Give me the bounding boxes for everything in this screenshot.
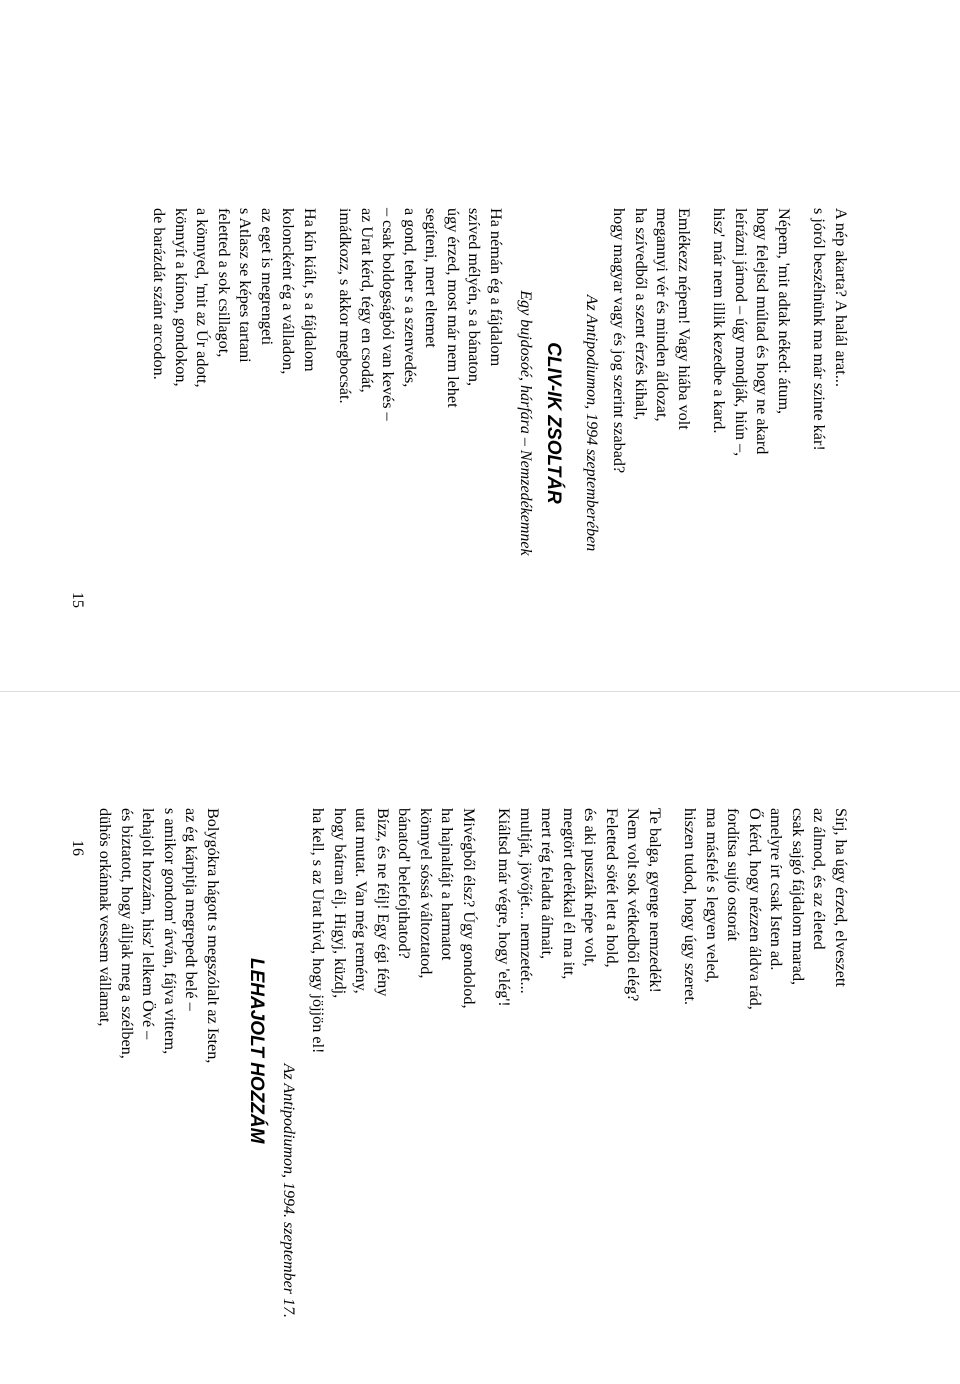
- poem-line: Ő kérd, hogy nézzen áldva rád,: [746, 808, 764, 1010]
- stanza: [808, 208, 851, 638]
- stanza: [708, 208, 794, 638]
- poem-line: és biztatott, hogy álljak meg a szélben,: [118, 808, 136, 1059]
- poem-line: utat mutat. Van még remény,: [352, 808, 371, 994]
- poem-line: ha szívedből a szent érzés kihalt,: [632, 208, 650, 421]
- poem-line: leírázni járnod – úgy mondják, hiún –,: [732, 208, 750, 457]
- poem-line: Ha némán ég a fájdalom: [487, 208, 505, 367]
- poem-line: az eget is megrengeti: [258, 208, 276, 346]
- poem-line: az Urat kérd, tégy en csodát,: [358, 208, 376, 393]
- stanza: [679, 808, 851, 1318]
- poem-line: A nép akarta? A halál arat...: [832, 208, 850, 387]
- poem-line: s jóról beszélnünk ma már szinte kár!: [810, 208, 829, 451]
- poem-line: hogy felejtsd múltad és hogy ne akard: [753, 208, 772, 455]
- poem-line: a gond, teher s a szenvedés,: [401, 208, 419, 388]
- poem-line: segíteni, mert eltemet: [422, 208, 441, 348]
- poem-line: megannyi vér és minden áldozat,: [653, 208, 672, 422]
- poem-line: de barázdát szánt arcodon.: [150, 208, 169, 380]
- poem-line: ha kell, s az Urat hívd, hogy jöjjön el!: [309, 808, 328, 1054]
- poem-line: hisz' már nem illik kezedbe a kard.: [710, 208, 729, 434]
- poem-signature: Az Antipodiumon, 1994. szeptember 17.: [280, 1063, 297, 1318]
- poem-line: hogy magyar vagy és jog szerint szabad?: [610, 208, 629, 474]
- poem-line: ma másfelé s legyen veled,: [703, 808, 721, 983]
- stanza: [493, 808, 665, 1318]
- page-number: 16: [69, 840, 86, 856]
- poem-dedication: Egy bujdosóé, hárfára – Nemzedékemnek: [517, 290, 534, 556]
- poem-line: úgy érzed, most már nem lehet: [444, 208, 462, 408]
- poem-line: Nem volt sok vétkedből elég?: [624, 808, 643, 1002]
- poem-signature: Az Antipodiumon, 1994 szeptemberében: [583, 294, 600, 552]
- poem-line: fordítsa sujtó ostorát: [724, 808, 743, 942]
- poem-line: az álmod, és az életed: [810, 808, 829, 950]
- poem-line: Te balga, gyenge nemzedék!: [646, 808, 664, 993]
- poem-line: amelyre írt csak Isten ad.: [767, 808, 786, 971]
- poem-line: s Atlasz se képes tartani: [236, 208, 255, 363]
- poem-line: lehajolt hozzám, hisz' lelkem Övé –: [139, 808, 158, 1040]
- poem-line: Emlékezz népem! Vagy hiába volt: [675, 208, 693, 430]
- poem-line: csak sajgó fájdalom marad,: [789, 808, 807, 986]
- poem-line: dühös orkánnak vessem vállamat,: [96, 808, 115, 1027]
- poem-line: Sírj, ha úgy érzed, elveszett: [832, 808, 850, 987]
- stanza: [608, 208, 694, 638]
- poem-line: Népem, 'mit adtak néked: átum,: [775, 208, 793, 415]
- poem-line: s amikor gondom' árván, fájva vittem,: [161, 808, 179, 1055]
- poem-line: az ég kárpitja megrepedt belé –: [182, 808, 201, 1011]
- poem-line: könnyel sóssá változtatod,: [417, 808, 435, 979]
- poem-line: hogy bátran élj. Higyj, küzdj,: [331, 808, 349, 999]
- poem-line: a könnyed, 'mit az Úr adott,: [193, 208, 212, 388]
- page-number: 15: [69, 592, 86, 608]
- poem-line: Mivégből élsz? Úgy gondolod,: [460, 808, 478, 1009]
- poem-line: Bízz, és ne félj! Egy égi fény: [374, 808, 392, 997]
- stanza: [94, 808, 223, 1318]
- poem-line: ha hajnaltájt a harmatot: [438, 808, 457, 961]
- poem-line: Bolygókra hágott s megszólalt az Isten,: [204, 808, 222, 1064]
- poem-line: Ha kín kiált, s a fájdalom: [301, 208, 319, 372]
- page-15-content: [131, 208, 851, 638]
- poem-title: CLIV-IK ZSOLTÁR: [543, 342, 564, 504]
- stanza: [148, 208, 320, 638]
- stanza: [307, 808, 479, 1318]
- poem-title: LEHAJOLT HOZZÁM: [246, 958, 267, 1144]
- poem-line: mert rég feladta álmait,: [538, 808, 557, 960]
- poem-line: – csak boldogságból van kevés –: [379, 208, 398, 421]
- page-16-content: [96, 808, 851, 1318]
- stanza: [334, 208, 506, 638]
- poem-line: könnyít a kínon, gondokon,: [172, 208, 190, 387]
- poem-line: szíved mélyén, s a bánaton,: [465, 208, 484, 387]
- poem-line: Feletted sötét lett a hold,: [603, 808, 621, 968]
- poem-line: és aki puszták népe volt,: [581, 808, 600, 967]
- poem-line: koloncként ég a válladon,: [279, 208, 298, 375]
- poem-line: hiszen tudod, hogy úgy szeret.: [681, 808, 700, 1005]
- poem-line: multját, jövőjét... nemzetét...: [517, 808, 535, 994]
- poem-line: megtört derékkal él ma itt,: [560, 808, 578, 980]
- poem-line: bánatod' belefojthatod?: [395, 808, 414, 959]
- poem-line: Kiáltsd már végre, hogy 'elég'!: [495, 808, 514, 1007]
- poem-line: imádkozz, s akkor megbocsát.: [336, 208, 355, 404]
- poem-line: feletted a sok csillagot,: [215, 208, 233, 358]
